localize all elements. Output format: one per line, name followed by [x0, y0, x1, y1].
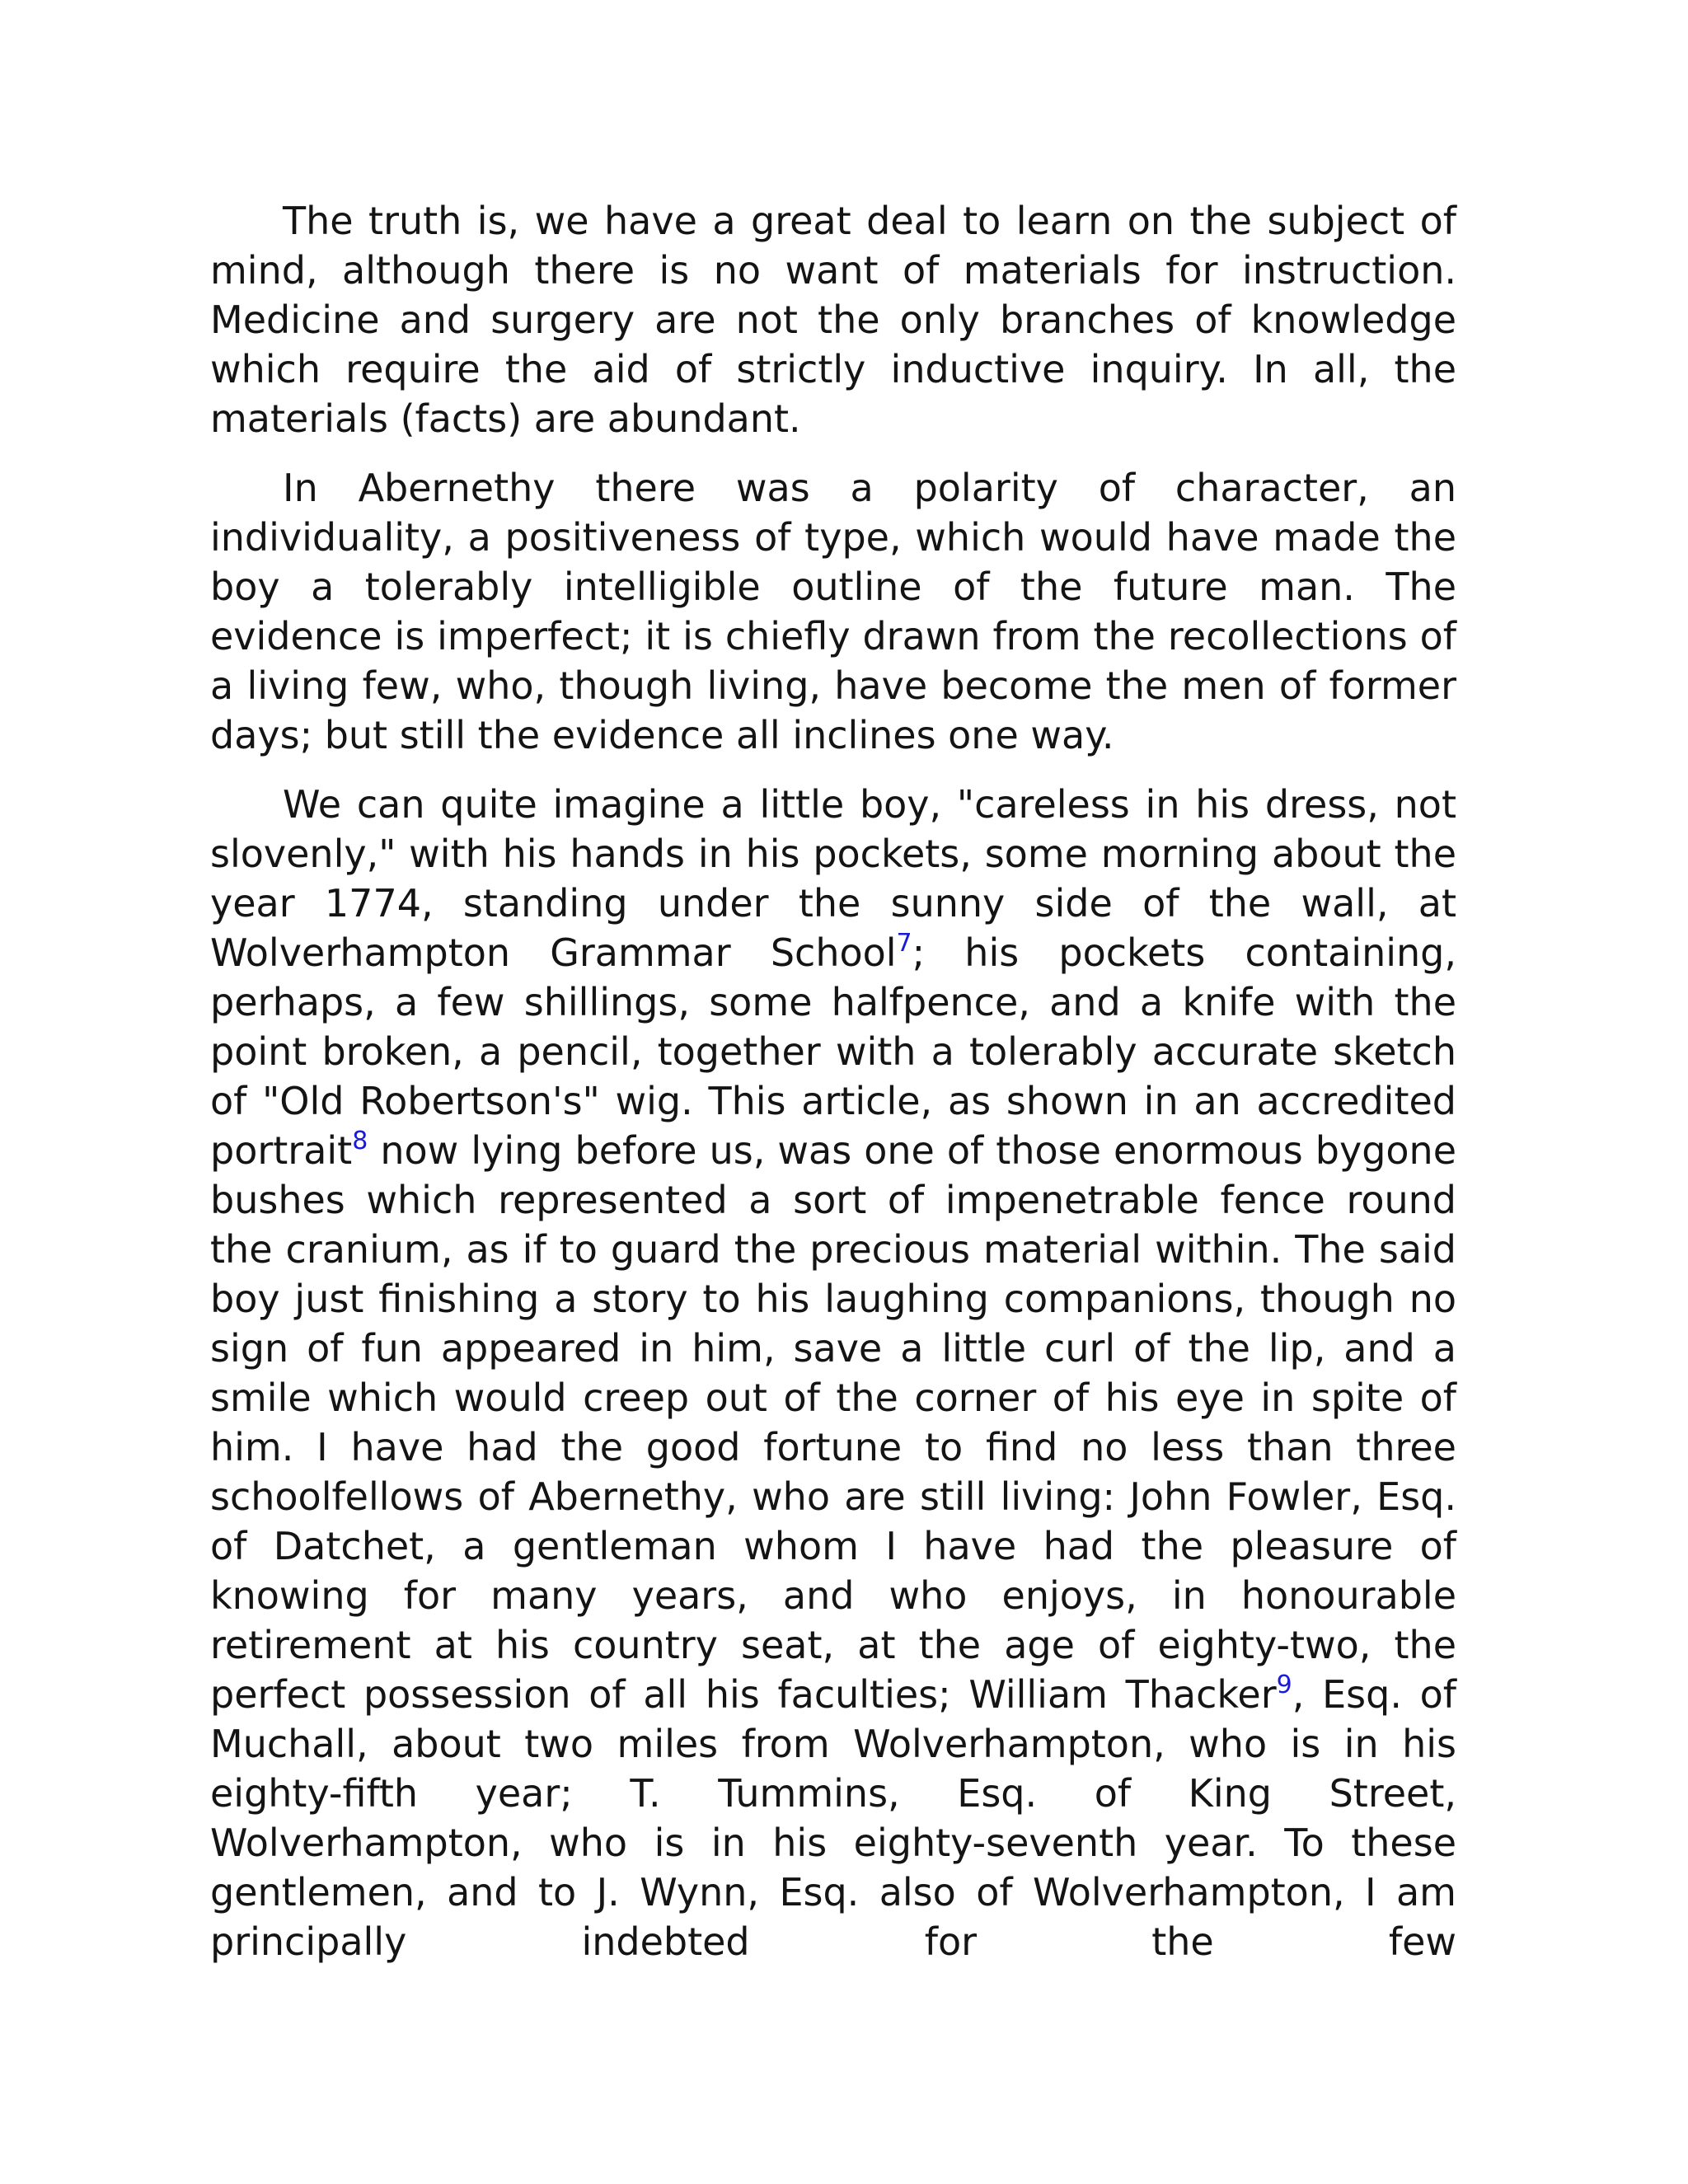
paragraph-3-segment-2: ; his pockets containing, perhaps, a few shillings, some halfpence, and a knife with the point broken, a pencil, together with a tolerably accurate sketch of "Old Robertson's" wig. This article, as shown in an accredited portrait: [210, 930, 1456, 1173]
page-body: [210, 196, 1456, 1966]
footnote-ref-8: [352, 1127, 368, 1155]
paragraph-3-segment-1: We can quite imagine a little boy, "careless in his dress, not slovenly," with his hands in his pockets, some morning about the year 1774, standing under the sunny side of the wall, at Wolverhampton Grammar School: [210, 782, 1456, 975]
paragraph-3-segment-4: , Esq. of Muchall, about two miles from Wolverhampton, who is in his eighty-fifth year; T. Tummins, Esq. of King Street, Wolverhampton, who is in his eighty-seventh year. To these gentlemen, and to J. Wynn, Esq. also of Wolverhampton, I am principally indebted for the few: [210, 1672, 1457, 1964]
footnote-ref-9: [1277, 1671, 1292, 1699]
paragraph-2: In Abernethy there was a polarity of character, an individuality, a positiveness of type, which would have made the boy a tolerably intelligible outline of the future man. The evidence is imperfect; it is chiefly drawn from the recollections of a living few, who, though living, have become the men of former days; but still the evidence all inclines one way.: [210, 466, 1456, 757]
paragraph-3: [210, 780, 1456, 1966]
footnote-link-7[interactable]: 7: [896, 929, 912, 958]
paragraph-1: The truth is, we have a great deal to learn on the subject of mind, although there is no want of materials for instruction. Medicine and surgery are not the only branches of knowledge which require the aid of strictly inductive inquiry. In all, the materials (facts) are abundant.: [210, 199, 1456, 441]
footnote-ref-7: [897, 929, 912, 958]
footnote-link-9[interactable]: 9: [1276, 1671, 1292, 1699]
footnote-link-8[interactable]: 8: [352, 1127, 368, 1155]
paragraph-3-segment-3: now lying before us, was one of those enormous bygone bushes which represented a sort of impenetrable fence round the cranium, as if to guard the precious material within. The said boy just finishing a story to his laughing companions, though no sign of fun appeared in him, save a little curl of the lip, and a smile which would creep out of the corner of his eye in spite of him. I have had the good fortune to find no less than three schoolfellows of Abernethy, who are still living: John Fowler, Esq. of Datchet, a gentleman whom I have had the pleasure of knowing for many years, and who enjoys, in honourable retirement at his country seat, at the age of eighty-two, the perfect possession of all his faculties; William Thacker: [210, 1128, 1456, 1717]
